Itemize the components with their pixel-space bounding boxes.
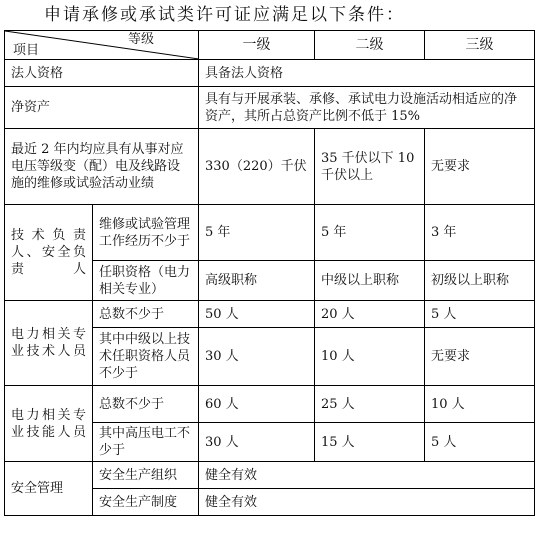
requirements-table [4, 30, 535, 516]
cell-professional-senior-3: 无要求 [425, 328, 535, 386]
cell-tech-qualification-1: 高级职称 [199, 261, 315, 301]
cell-tech-experience-3: 3 年 [425, 205, 535, 261]
cell-professional-senior-1: 30 人 [199, 328, 315, 386]
row-label-legal: 法人资格 [5, 60, 199, 87]
row-label-skilled-hv: 其中高压电工不少于 [93, 423, 199, 462]
row-value-legal: 具备法人资格 [199, 60, 535, 87]
row-label-performance: 最近 2 年内均应具有从事对应电压等级变（配）电及线路设施的维修或试验活动业绩 [5, 129, 199, 205]
row-label-skilled-total: 总数不少于 [93, 386, 199, 423]
cell-performance-2: 35 千伏以下 10 千伏以上 [315, 129, 425, 205]
row-label-assets: 净资产 [5, 87, 199, 129]
cell-skilled-total-2: 25 人 [315, 386, 425, 423]
cell-tech-qualification-3: 初级以上职称 [425, 261, 535, 301]
cell-safety-org: 健全有效 [199, 462, 535, 489]
corner-item-label: 项目 [13, 43, 40, 58]
row-label-tech-qualification: 任职资格（电力相关专业） [93, 261, 199, 301]
cell-tech-experience-2: 5 年 [315, 205, 425, 261]
header-grade-1: 一级 [199, 31, 315, 60]
row-label-professional-senior: 其中中级以上技术任职资格人员不少于 [93, 328, 199, 386]
cell-performance-3: 无要求 [425, 129, 535, 205]
table-row [5, 301, 535, 328]
cell-professional-senior-2: 10 人 [315, 328, 425, 386]
row-value-assets: 具有与开展承装、承修、承试电力设施活动相适应的净资产，其所占总资产比例不低于 15% [199, 87, 535, 129]
group-label-professional: 电力相关专业技术人员 [5, 301, 93, 386]
cell-performance-1: 330（220）千伏 [199, 129, 315, 205]
row-label-safety-org: 安全生产组织 [93, 462, 199, 489]
corner-grade-label: 等级 [127, 32, 154, 47]
cell-skilled-total-1: 60 人 [199, 386, 315, 423]
row-label-tech-experience: 维修或试验管理工作经历不少于 [93, 205, 199, 261]
cell-professional-total-3: 5 人 [425, 301, 535, 328]
group-label-skilled: 电力相关专业技能人员 [5, 386, 93, 462]
group-label-tech-lead: 技术负责人、安全负责人 [5, 205, 93, 301]
table-row [5, 129, 535, 205]
cell-tech-experience-1: 5 年 [199, 205, 315, 261]
table-row [5, 386, 535, 423]
cell-safety-rules: 健全有效 [199, 489, 535, 516]
cell-skilled-hv-1: 30 人 [199, 423, 315, 462]
table-row [5, 462, 535, 489]
cell-tech-qualification-2: 中级以上职称 [315, 261, 425, 301]
group-label-safety: 安全管理 [5, 462, 93, 516]
cell-professional-total-2: 20 人 [315, 301, 425, 328]
row-label-safety-rules: 安全生产制度 [93, 489, 199, 516]
header-grade-3: 三级 [425, 31, 535, 60]
cell-skilled-hv-3: 5 人 [425, 423, 535, 462]
page-title: 申请承修或承试类许可证应满足以下条件： [44, 5, 405, 25]
corner-cell [5, 31, 199, 60]
cell-skilled-total-3: 10 人 [425, 386, 535, 423]
table-row [5, 205, 535, 261]
header-row [5, 31, 535, 60]
table-row [5, 60, 535, 87]
header-grade-2: 二级 [315, 31, 425, 60]
table-row [5, 87, 535, 129]
row-label-professional-total: 总数不少于 [93, 301, 199, 328]
cell-skilled-hv-2: 15 人 [315, 423, 425, 462]
cell-professional-total-1: 50 人 [199, 301, 315, 328]
